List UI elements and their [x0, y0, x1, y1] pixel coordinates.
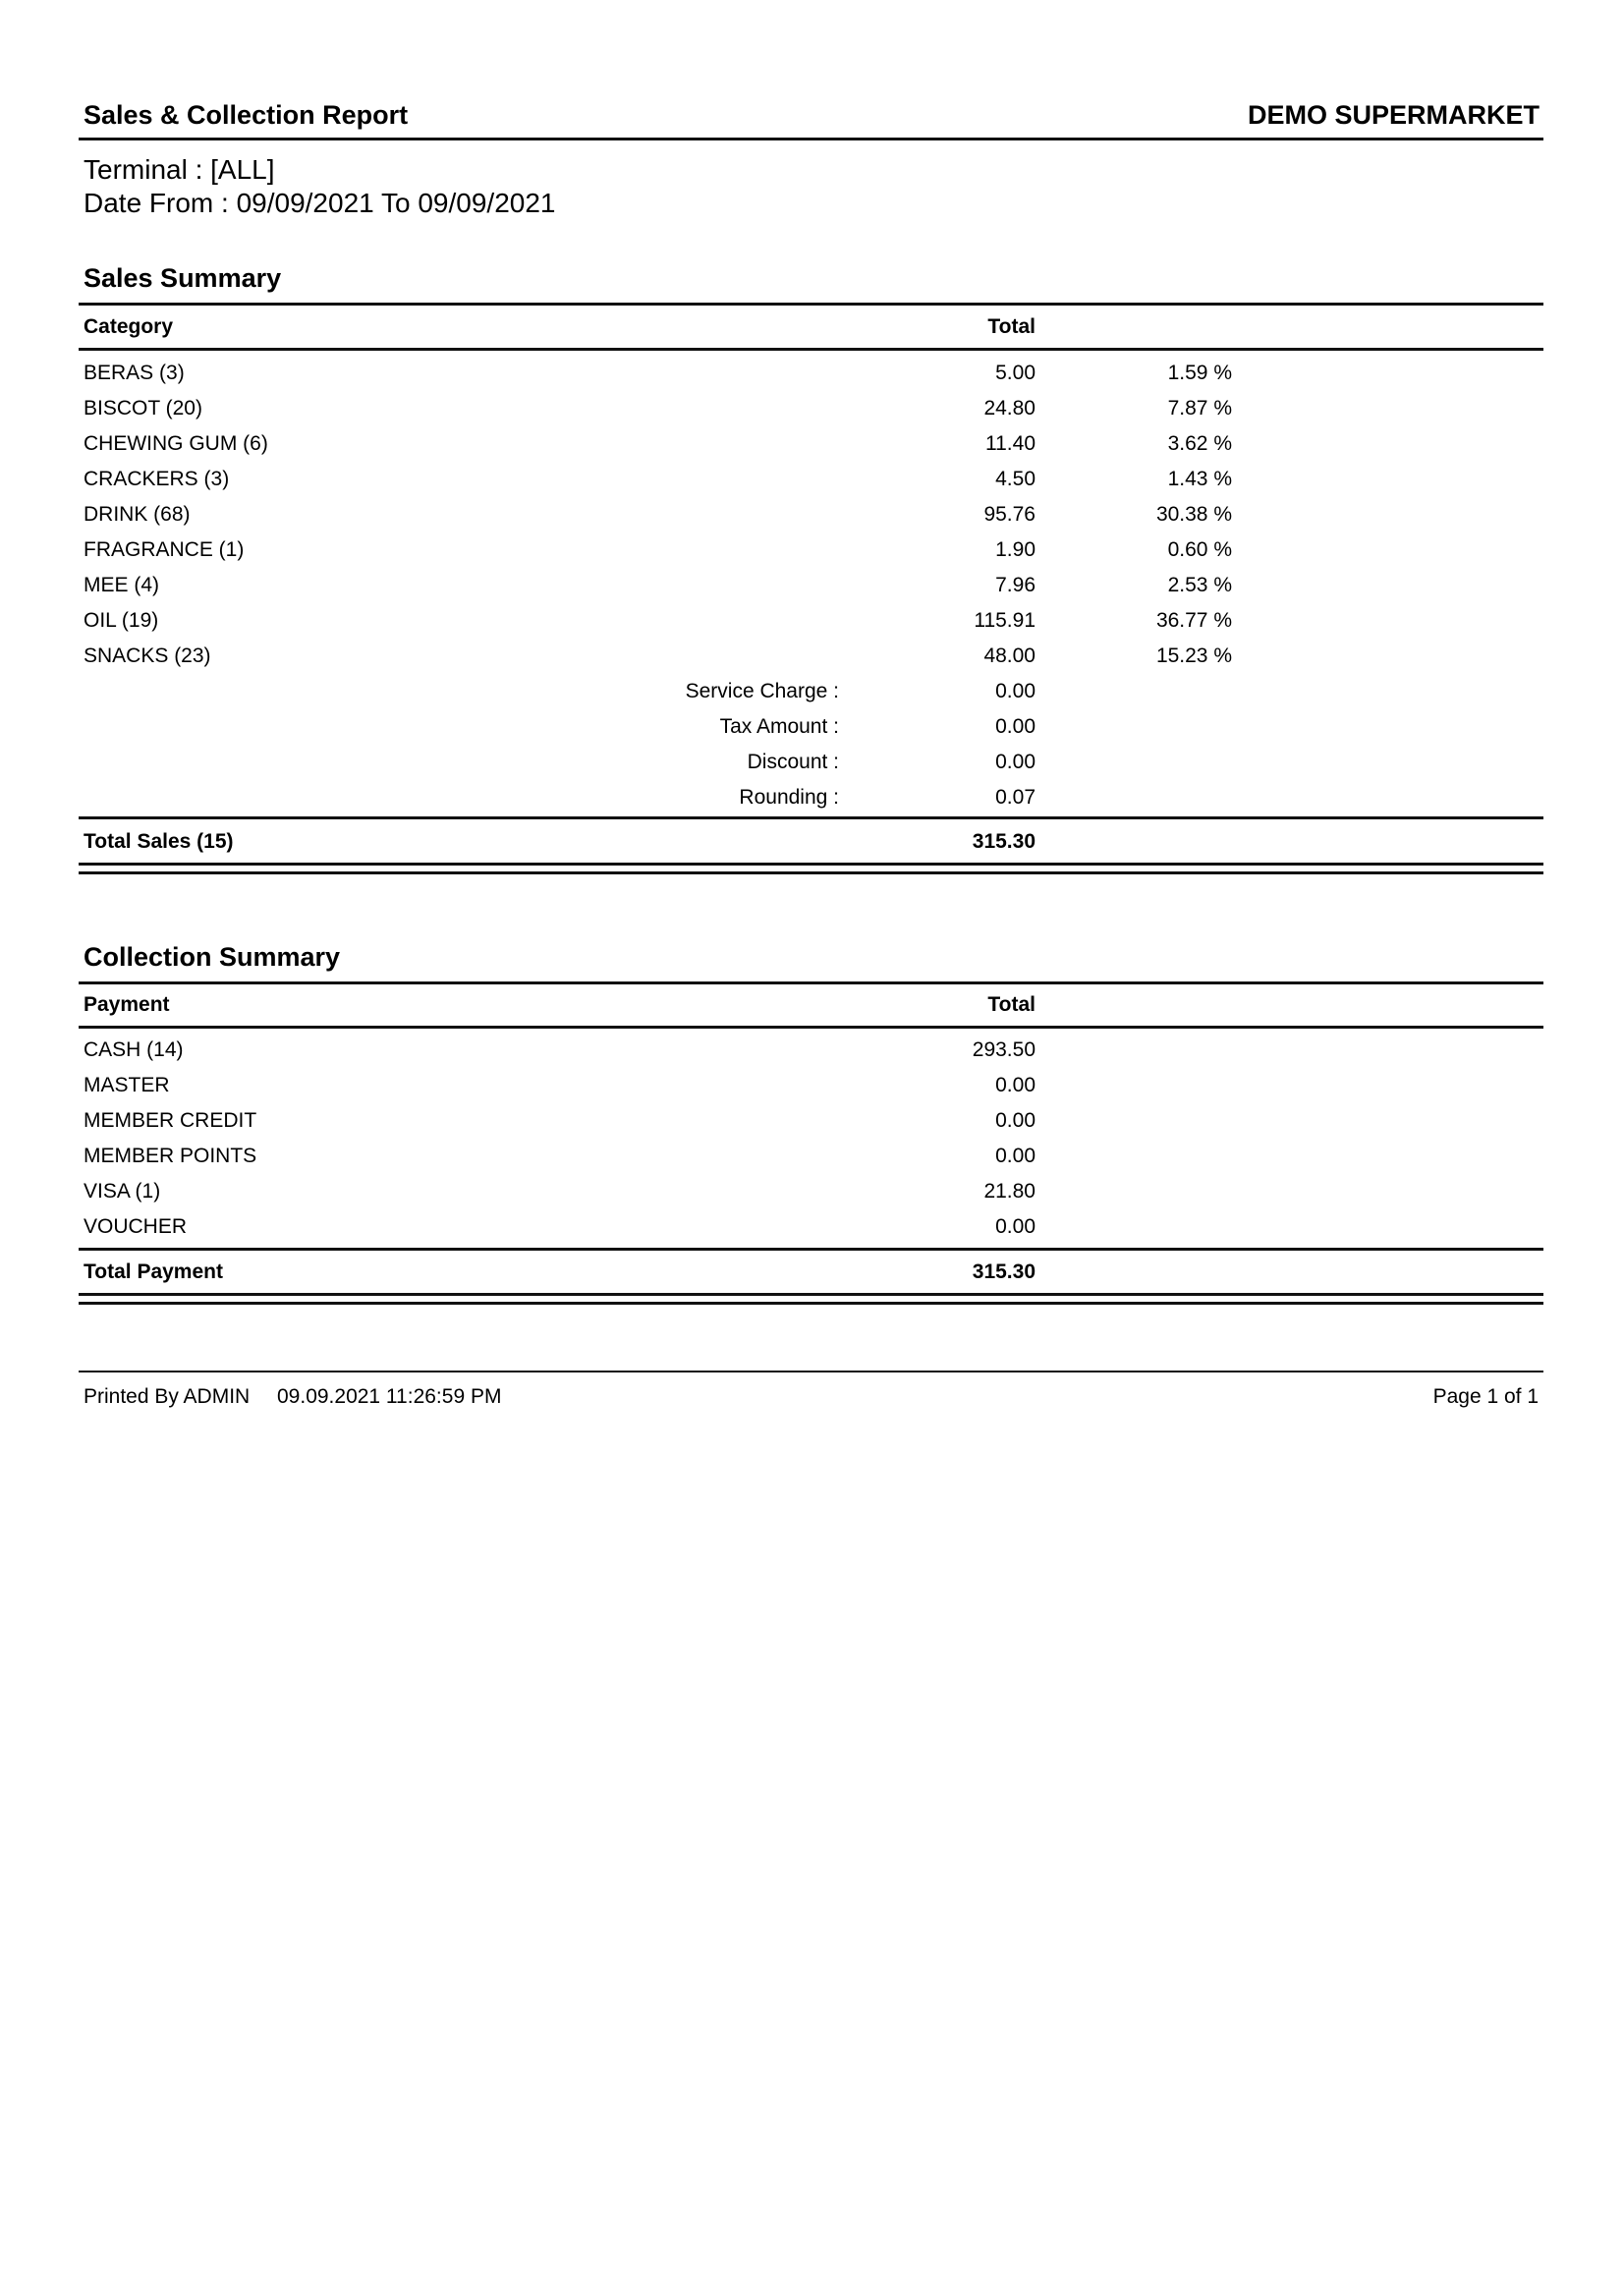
- adjustment-value: 0.00: [995, 751, 1036, 773]
- sales-row-total: 4.50: [995, 468, 1036, 490]
- collection-total-double-rule-1: [79, 1293, 1543, 1296]
- payment-row-method: CASH (14): [84, 1038, 184, 1061]
- sales-row-total: 24.80: [983, 397, 1036, 420]
- sales-row-percent: 1.43 %: [1167, 468, 1232, 490]
- payment-row-total: 21.80: [983, 1180, 1036, 1203]
- column-header-payment-total: Total: [987, 993, 1036, 1016]
- payment-row-method: VOUCHER: [84, 1215, 188, 1238]
- adjustment-label: Rounding :: [739, 786, 839, 809]
- payment-row-total: 0.00: [995, 1215, 1036, 1238]
- payment-row-total: 0.00: [995, 1074, 1036, 1096]
- payment-row-total: 293.50: [972, 1038, 1036, 1061]
- company-name: DEMO SUPERMARKET: [1247, 100, 1540, 130]
- printed-by: Printed By ADMIN: [84, 1385, 251, 1408]
- sales-row-percent: 1.59 %: [1167, 362, 1232, 384]
- sales-row-percent: 0.60 %: [1167, 538, 1232, 561]
- sales-header-rule: [79, 348, 1543, 351]
- payment-row-total: 0.00: [995, 1109, 1036, 1132]
- adjustment-label: Tax Amount :: [719, 715, 839, 738]
- footer-rule: [79, 1371, 1543, 1372]
- sales-row-category: CHEWING GUM (6): [84, 432, 268, 455]
- sales-row-total: 7.96: [995, 574, 1036, 596]
- sales-row-total: 11.40: [985, 432, 1036, 455]
- collection-table-top-rule: [79, 981, 1543, 984]
- sales-row-total: 5.00: [995, 362, 1036, 384]
- sales-row-percent: 7.87 %: [1167, 397, 1232, 420]
- sales-table-top-rule: [79, 303, 1543, 306]
- total-sales-value: 315.30: [972, 830, 1036, 853]
- printed-at: 09.09.2021 11:26:59 PM: [277, 1385, 502, 1408]
- sales-row-category: BISCOT (20): [84, 397, 202, 420]
- sales-row-total: 48.00: [983, 644, 1036, 667]
- sales-total-top-rule: [79, 816, 1543, 819]
- page-number: Page 1 of 1: [1432, 1385, 1539, 1408]
- payment-row-method: MASTER: [84, 1074, 170, 1096]
- sales-row-category: DRINK (68): [84, 503, 191, 526]
- sales-row-percent: 3.62 %: [1167, 432, 1232, 455]
- sales-row-category: SNACKS (23): [84, 644, 211, 667]
- sales-row-percent: 36.77 %: [1155, 609, 1232, 632]
- sales-row-percent: 15.23 %: [1155, 644, 1232, 667]
- payment-row-method: MEMBER POINTS: [84, 1145, 257, 1167]
- collection-total-top-rule: [79, 1248, 1543, 1251]
- sales-row-percent: 30.38 %: [1155, 503, 1232, 526]
- collection-summary-title: Collection Summary: [84, 942, 341, 972]
- terminal-filter: Terminal : [ALL]: [84, 154, 275, 185]
- sales-row-category: BERAS (3): [84, 362, 185, 384]
- sales-row-category: MEE (4): [84, 574, 160, 596]
- sales-row-total: 115.91: [974, 609, 1036, 632]
- header-rule: [79, 138, 1543, 140]
- sales-summary-title: Sales Summary: [84, 263, 282, 293]
- column-header-payment: Payment: [84, 993, 170, 1016]
- sales-row-category: OIL (19): [84, 609, 159, 632]
- adjustment-value: 0.07: [995, 786, 1036, 809]
- column-header-category: Category: [84, 315, 174, 338]
- adjustment-label: Discount :: [747, 751, 839, 773]
- payment-row-total: 0.00: [995, 1145, 1036, 1167]
- sales-row-total: 1.90: [995, 538, 1036, 561]
- adjustment-value: 0.00: [995, 715, 1036, 738]
- total-sales-label: Total Sales (15): [84, 830, 234, 853]
- date-range: Date From : 09/09/2021 To 09/09/2021: [84, 188, 556, 218]
- sales-row-percent: 2.53 %: [1167, 574, 1232, 596]
- collection-total-double-rule-2: [79, 1302, 1543, 1305]
- total-payment-label: Total Payment: [84, 1260, 223, 1283]
- sales-row-category: CRACKERS (3): [84, 468, 230, 490]
- payment-row-method: VISA (1): [84, 1180, 161, 1203]
- sales-total-double-rule-1: [79, 863, 1543, 866]
- report-title: Sales & Collection Report: [84, 100, 409, 130]
- payment-row-method: MEMBER CREDIT: [84, 1109, 257, 1132]
- total-payment-value: 315.30: [972, 1260, 1036, 1283]
- adjustment-value: 0.00: [995, 680, 1036, 702]
- collection-header-rule: [79, 1026, 1543, 1029]
- column-header-total: Total: [987, 315, 1036, 338]
- sales-row-category: FRAGRANCE (1): [84, 538, 245, 561]
- adjustment-label: Service Charge :: [685, 680, 839, 702]
- sales-row-total: 95.76: [983, 503, 1036, 526]
- sales-total-double-rule-2: [79, 871, 1543, 874]
